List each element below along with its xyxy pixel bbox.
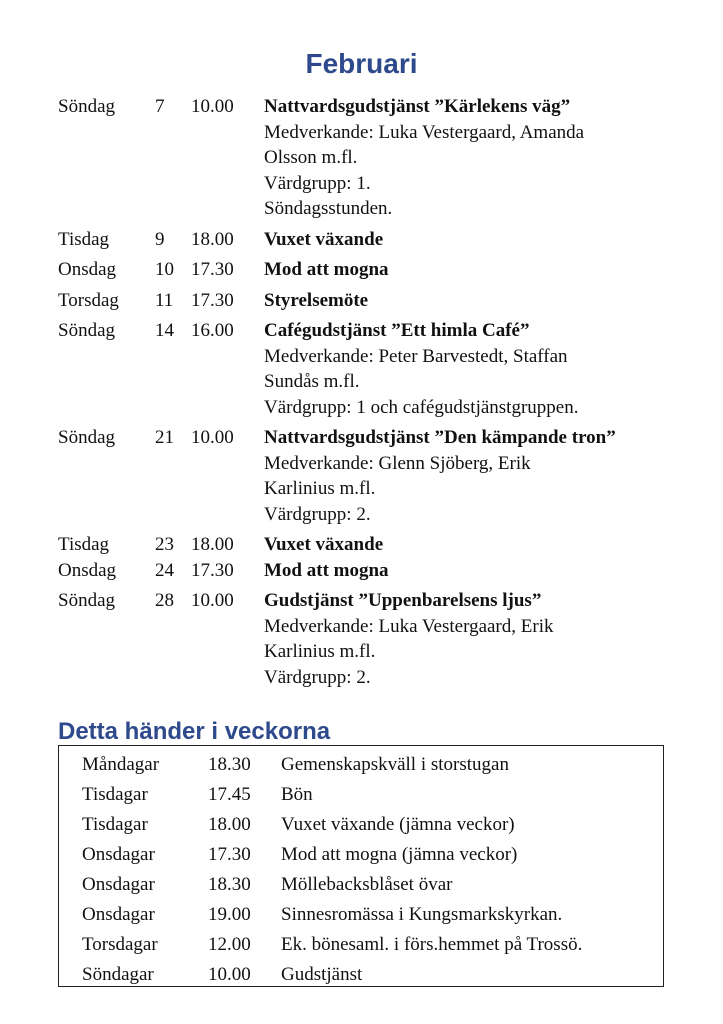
event-info bbox=[264, 257, 678, 283]
event-detail: Karlinius m.fl. bbox=[264, 641, 376, 662]
event-detail: Söndagsstunden. bbox=[264, 198, 393, 219]
event-list bbox=[58, 94, 678, 695]
event-day: Söndag bbox=[58, 427, 115, 448]
weekly-time: 19.00 bbox=[208, 904, 251, 925]
weekly-activity: Mod att mogna (jämna veckor) bbox=[281, 844, 518, 865]
weekly-activity: Bön bbox=[281, 784, 313, 805]
event-date: 23 bbox=[155, 534, 174, 555]
event-time: 18.00 bbox=[191, 228, 234, 250]
weekly-time: 18.30 bbox=[208, 754, 251, 775]
event-row bbox=[58, 318, 678, 420]
event-title: Styrelsemöte bbox=[264, 289, 369, 311]
event-day: Söndag bbox=[58, 590, 115, 611]
event-row bbox=[58, 588, 678, 690]
weekly-day: Söndagar bbox=[82, 964, 154, 985]
event-detail: Olsson m.fl. bbox=[264, 147, 358, 168]
page-title: Februari bbox=[305, 48, 418, 79]
event-detail: Karlinius m.fl. bbox=[264, 478, 376, 499]
weekly-row bbox=[59, 900, 663, 930]
event-info bbox=[264, 558, 678, 584]
weekly-row bbox=[59, 750, 663, 780]
event-detail: Värdgrupp: 2. bbox=[264, 666, 371, 688]
event-detail: Värdgrupp: 2. bbox=[264, 503, 371, 525]
weekly-day: Måndagar bbox=[82, 754, 160, 775]
weekly-activity: Ek. bönesaml. i förs.hemmet på Trossö. bbox=[281, 934, 583, 955]
event-day: Torsdag bbox=[58, 289, 119, 311]
event-detail: Värdgrupp: 1 och cafégudstjänstgruppen. bbox=[264, 396, 579, 418]
event-date: 21 bbox=[155, 427, 174, 448]
weekly-activity: Sinnesromässa i Kungsmarkskyrkan. bbox=[281, 904, 563, 925]
weekly-time: 10.00 bbox=[208, 964, 251, 985]
event-title: Vuxet växande bbox=[264, 228, 384, 250]
weekly-day: Tisdagar bbox=[82, 784, 148, 805]
weekly-time: 17.45 bbox=[208, 784, 251, 805]
event-detail: Medverkande: Peter Barvestedt, Staffan bbox=[264, 345, 568, 367]
weekly-day: Torsdagar bbox=[82, 934, 158, 955]
event-time: 10.00 bbox=[191, 590, 234, 611]
event-day: Onsdag bbox=[58, 559, 117, 581]
weekly-row bbox=[59, 780, 663, 810]
weekly-day: Onsdagar bbox=[82, 844, 155, 865]
weekly-time: 18.00 bbox=[208, 814, 251, 835]
event-row bbox=[58, 558, 678, 584]
event-title: Mod att mogna bbox=[264, 559, 389, 581]
event-title: Nattvardsgudstjänst ”Kärlekens väg” bbox=[264, 96, 571, 117]
event-detail: Sundås m.fl. bbox=[264, 371, 360, 392]
event-info bbox=[264, 318, 678, 420]
event-time: 18.00 bbox=[191, 534, 234, 555]
event-time: 10.00 bbox=[191, 427, 234, 448]
event-info bbox=[264, 588, 678, 690]
event-detail: Värdgrupp: 1. bbox=[264, 172, 371, 194]
weekly-row bbox=[59, 810, 663, 840]
weekly-schedule-box bbox=[58, 745, 664, 987]
event-date: 24 bbox=[155, 559, 174, 581]
weekly-day: Tisdagar bbox=[82, 814, 148, 835]
event-day: Tisdag bbox=[58, 534, 110, 555]
event-info bbox=[264, 288, 678, 314]
event-day: Söndag bbox=[58, 96, 115, 117]
weekly-activity: Gudstjänst bbox=[281, 964, 363, 985]
event-detail: Medverkande: Luka Vestergaard, Amanda bbox=[264, 121, 585, 143]
event-day: Söndag bbox=[58, 320, 115, 341]
event-date: 9 bbox=[155, 228, 165, 250]
event-row bbox=[58, 288, 678, 314]
weekly-row bbox=[59, 930, 663, 960]
weekly-row bbox=[59, 960, 663, 990]
weekly-activity: Gemenskapskväll i storstugan bbox=[281, 754, 509, 775]
event-row bbox=[58, 257, 678, 283]
event-detail: Medverkande: Luka Vestergaard, Erik bbox=[264, 615, 554, 637]
event-date: 28 bbox=[155, 590, 174, 611]
event-title: Vuxet växande bbox=[264, 534, 384, 555]
event-info bbox=[264, 94, 678, 222]
event-time: 16.00 bbox=[191, 320, 234, 341]
event-row bbox=[58, 425, 678, 527]
event-title: Cafégudstjänst ”Ett himla Café” bbox=[264, 320, 530, 341]
weekly-activity: Möllebacksblåset övar bbox=[281, 874, 453, 895]
event-date: 10 bbox=[155, 259, 174, 280]
event-title: Nattvardsgudstjänst ”Den kämpande tron” bbox=[264, 427, 616, 448]
event-date: 14 bbox=[155, 320, 174, 341]
event-title: Mod att mogna bbox=[264, 259, 389, 280]
event-detail: Medverkande: Glenn Sjöberg, Erik bbox=[264, 452, 531, 474]
event-time: 17.30 bbox=[191, 259, 234, 280]
weekly-time: 18.30 bbox=[208, 874, 251, 895]
event-row bbox=[58, 227, 678, 253]
weekly-time: 17.30 bbox=[208, 844, 251, 865]
weekly-time: 12.00 bbox=[208, 934, 251, 955]
event-date: 11 bbox=[155, 289, 174, 311]
event-day: Onsdag bbox=[58, 259, 117, 280]
weekly-activity: Vuxet växande (jämna veckor) bbox=[281, 814, 515, 835]
event-time: 10.00 bbox=[191, 96, 234, 117]
weekly-row bbox=[59, 870, 663, 900]
event-time: 17.30 bbox=[191, 559, 234, 581]
event-day: Tisdag bbox=[58, 228, 110, 250]
weekly-day: Onsdagar bbox=[82, 904, 155, 925]
event-time: 17.30 bbox=[191, 289, 234, 311]
event-info bbox=[264, 425, 678, 527]
weekly-row bbox=[59, 840, 663, 870]
event-row bbox=[58, 532, 678, 558]
event-info bbox=[264, 227, 678, 253]
event-row bbox=[58, 94, 678, 222]
weekly-day: Onsdagar bbox=[82, 874, 155, 895]
event-info bbox=[264, 532, 678, 558]
weekly-section-title: Detta händer i veckorna bbox=[58, 718, 331, 745]
event-date: 7 bbox=[155, 96, 165, 117]
event-title: Gudstjänst ”Uppenbarelsens ljus” bbox=[264, 590, 542, 611]
